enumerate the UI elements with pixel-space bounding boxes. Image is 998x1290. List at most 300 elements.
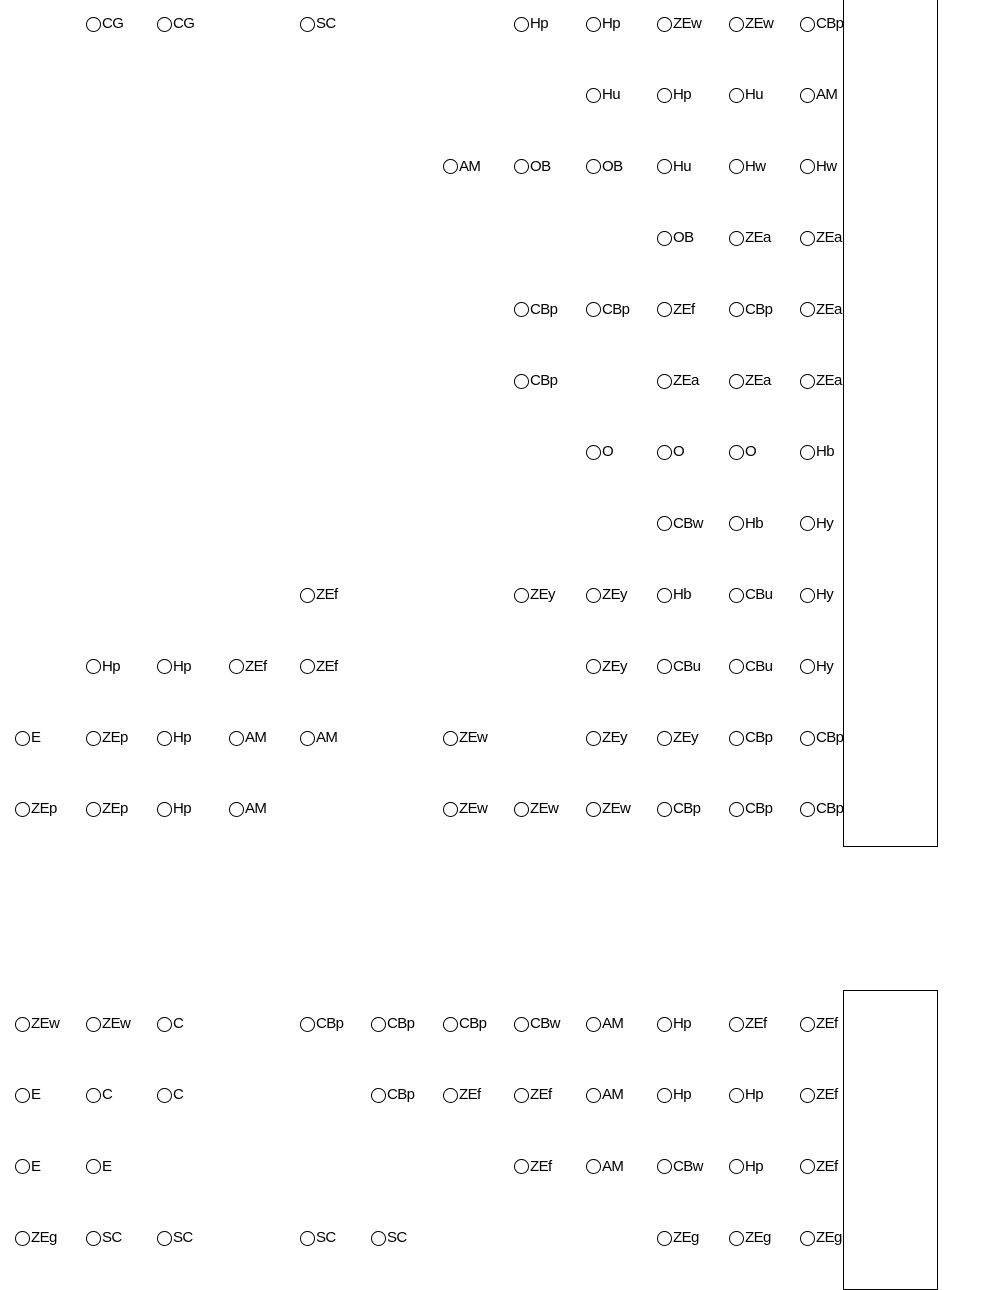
- radio-circle-icon[interactable]: [586, 659, 601, 674]
- radio-option[interactable]: [514, 585, 555, 605]
- radio-option[interactable]: [729, 85, 763, 105]
- radio-option[interactable]: [729, 657, 772, 677]
- radio-option[interactable]: [657, 371, 699, 391]
- radio-circle-icon[interactable]: [800, 588, 815, 603]
- radio-option-label: OB: [673, 229, 694, 247]
- radio-circle-icon[interactable]: [729, 1231, 744, 1246]
- radio-option-label: CBp: [745, 300, 773, 318]
- radio-circle-icon[interactable]: [657, 516, 672, 531]
- radio-option[interactable]: [800, 1014, 838, 1034]
- radio-option-label: Hp: [102, 657, 120, 675]
- radio-option[interactable]: [514, 799, 558, 819]
- radio-circle-icon[interactable]: [800, 1231, 815, 1246]
- radio-option[interactable]: [657, 300, 695, 320]
- radio-circle-icon[interactable]: [800, 802, 815, 817]
- radio-option-label: OB: [530, 157, 551, 175]
- radio-option-label: Hp: [173, 800, 191, 818]
- radio-circle-icon[interactable]: [800, 302, 815, 317]
- radio-option[interactable]: [729, 371, 771, 391]
- radio-circle-icon[interactable]: [800, 374, 815, 389]
- radio-option-label: Hu: [673, 157, 691, 175]
- radio-circle-icon[interactable]: [86, 1088, 101, 1103]
- radio-option-label: ZEf: [316, 586, 338, 604]
- radio-option[interactable]: [657, 1157, 703, 1177]
- radio-option-label: E: [31, 1086, 41, 1104]
- radio-circle-icon[interactable]: [86, 17, 101, 32]
- radio-option-label: SC: [102, 1229, 122, 1247]
- radio-option[interactable]: [800, 371, 842, 391]
- radio-option-label: CBp: [530, 372, 558, 389]
- radio-option-label: AM: [602, 1015, 624, 1032]
- radio-option[interactable]: [586, 14, 620, 34]
- radio-circle-icon[interactable]: [15, 802, 30, 817]
- radio-option[interactable]: [729, 300, 772, 320]
- radio-option[interactable]: [15, 1157, 40, 1177]
- radio-circle-icon[interactable]: [657, 1017, 672, 1032]
- radio-option-label: Hb: [673, 586, 691, 604]
- radio-circle-icon[interactable]: [800, 1159, 815, 1174]
- radio-option-label: ZEa: [745, 372, 771, 389]
- radio-option[interactable]: [86, 799, 128, 819]
- radio-option-label: CBw: [673, 514, 703, 532]
- radio-option-label: ZEf: [673, 300, 695, 318]
- radio-option-label: CBp: [745, 729, 773, 746]
- radio-option[interactable]: [729, 585, 772, 605]
- radio-option-label: CG: [173, 15, 195, 32]
- radio-option[interactable]: [586, 157, 622, 177]
- radio-option[interactable]: [514, 14, 548, 34]
- radio-circle-icon[interactable]: [443, 802, 458, 817]
- radio-circle-icon[interactable]: [800, 731, 815, 746]
- radio-option[interactable]: [586, 728, 627, 748]
- radio-circle-icon[interactable]: [586, 731, 601, 746]
- radio-circle-icon[interactable]: [86, 659, 101, 674]
- radio-option-label: ZEp: [102, 800, 128, 818]
- radio-circle-icon[interactable]: [586, 17, 601, 32]
- radio-circle-icon[interactable]: [729, 659, 744, 674]
- radio-option-label: O: [602, 443, 614, 461]
- radio-option-label: CBp: [387, 1015, 415, 1032]
- radio-circle-icon[interactable]: [157, 802, 172, 817]
- radio-circle-icon[interactable]: [800, 159, 815, 174]
- radio-option-label: CBp: [316, 1015, 344, 1032]
- radio-option[interactable]: [729, 157, 765, 177]
- radio-option[interactable]: [657, 799, 700, 819]
- radio-option[interactable]: [800, 1157, 838, 1177]
- radio-circle-icon[interactable]: [157, 1017, 172, 1032]
- radio-circle-icon[interactable]: [371, 1088, 386, 1103]
- radio-circle-icon[interactable]: [157, 17, 172, 32]
- radio-circle-icon[interactable]: [729, 731, 744, 746]
- radio-option[interactable]: [657, 657, 700, 677]
- radio-circle-icon[interactable]: [729, 445, 744, 460]
- radio-circle-icon[interactable]: [729, 588, 744, 603]
- radio-option[interactable]: [657, 514, 703, 534]
- radio-circle-icon[interactable]: [15, 1159, 30, 1174]
- radio-circle-icon[interactable]: [86, 1231, 101, 1246]
- radio-option-label: ZEw: [459, 800, 488, 818]
- radio-option[interactable]: [157, 799, 191, 819]
- radio-option[interactable]: [514, 1014, 560, 1034]
- radio-circle-icon[interactable]: [586, 1088, 601, 1103]
- radio-circle-icon[interactable]: [657, 445, 672, 460]
- radio-option[interactable]: [586, 85, 620, 105]
- radio-option[interactable]: [729, 228, 771, 248]
- radio-circle-icon[interactable]: [586, 1017, 601, 1032]
- radio-option[interactable]: [371, 1014, 414, 1034]
- radio-option[interactable]: [800, 657, 833, 677]
- radio-option[interactable]: [800, 514, 833, 534]
- radio-option[interactable]: [657, 1085, 691, 1105]
- radio-option[interactable]: [229, 657, 267, 677]
- radio-option[interactable]: [514, 1157, 552, 1177]
- radio-option-label: SC: [316, 15, 336, 32]
- radio-circle-icon[interactable]: [15, 1017, 30, 1032]
- radio-option-label: ZEg: [816, 1229, 842, 1247]
- radio-option[interactable]: [15, 1228, 57, 1248]
- radio-option[interactable]: [586, 585, 627, 605]
- radio-circle-icon[interactable]: [657, 302, 672, 317]
- radio-option-label: ZEw: [459, 729, 488, 746]
- radio-option-label: AM: [245, 800, 267, 818]
- radio-option[interactable]: [657, 228, 693, 248]
- radio-circle-icon[interactable]: [300, 588, 315, 603]
- radio-circle-icon[interactable]: [86, 1017, 101, 1032]
- radio-option[interactable]: [443, 799, 487, 819]
- radio-option[interactable]: [800, 157, 836, 177]
- radio-option[interactable]: [157, 657, 191, 677]
- radio-option-label: CBp: [745, 800, 773, 818]
- radio-option[interactable]: [300, 728, 337, 748]
- radio-circle-icon[interactable]: [800, 17, 815, 32]
- radio-option[interactable]: [657, 585, 691, 605]
- radio-circle-icon[interactable]: [657, 588, 672, 603]
- radio-option[interactable]: [15, 1014, 59, 1034]
- radio-circle-icon[interactable]: [371, 1017, 386, 1032]
- radio-circle-icon[interactable]: [300, 731, 315, 746]
- radio-option-label: Hw: [816, 157, 837, 175]
- radio-option[interactable]: [586, 1085, 623, 1105]
- radio-option[interactable]: [657, 728, 698, 748]
- radio-option-label: SC: [173, 1229, 193, 1247]
- radio-option-label: CBp: [673, 800, 701, 818]
- radio-option[interactable]: [800, 1085, 838, 1105]
- radio-option[interactable]: [586, 1014, 623, 1034]
- radio-option[interactable]: [657, 14, 701, 34]
- radio-option-label: ZEg: [673, 1229, 699, 1247]
- side-panel-top: [843, 0, 938, 847]
- radio-option-label: O: [745, 443, 757, 461]
- radio-option[interactable]: [586, 799, 630, 819]
- radio-option[interactable]: [86, 1014, 130, 1034]
- radio-option-label: Hy: [816, 657, 834, 675]
- radio-circle-icon[interactable]: [800, 1088, 815, 1103]
- radio-option[interactable]: [514, 371, 557, 391]
- radio-circle-icon[interactable]: [800, 445, 815, 460]
- radio-circle-icon[interactable]: [15, 1088, 30, 1103]
- radio-option[interactable]: [300, 1228, 336, 1248]
- radio-option-label: ZEg: [31, 1229, 57, 1247]
- radio-option-label: ZEf: [245, 657, 267, 675]
- radio-circle-icon[interactable]: [300, 17, 315, 32]
- radio-option-label: ZEy: [530, 586, 555, 604]
- radio-option-label: CBu: [673, 657, 701, 675]
- radio-option[interactable]: [157, 728, 191, 748]
- radio-option[interactable]: [157, 1014, 183, 1034]
- radio-circle-icon[interactable]: [15, 731, 30, 746]
- radio-circle-icon[interactable]: [729, 1088, 744, 1103]
- radio-circle-icon[interactable]: [729, 302, 744, 317]
- radio-option[interactable]: [157, 1085, 183, 1105]
- radio-option[interactable]: [371, 1085, 414, 1105]
- radio-option[interactable]: [514, 300, 557, 320]
- radio-option[interactable]: [514, 157, 550, 177]
- radio-option-label: AM: [245, 729, 267, 746]
- radio-circle-icon[interactable]: [800, 659, 815, 674]
- radio-option-label: ZEw: [31, 1015, 60, 1032]
- radio-option[interactable]: [157, 1228, 193, 1248]
- radio-option[interactable]: [729, 1014, 767, 1034]
- radio-circle-icon[interactable]: [443, 731, 458, 746]
- radio-circle-icon[interactable]: [514, 1159, 529, 1174]
- radio-option-label: ZEa: [745, 229, 771, 247]
- radio-circle-icon[interactable]: [157, 731, 172, 746]
- radio-option[interactable]: [86, 1157, 111, 1177]
- radio-circle-icon[interactable]: [514, 802, 529, 817]
- radio-circle-icon[interactable]: [15, 1231, 30, 1246]
- radio-option-label: Hy: [816, 514, 834, 532]
- radio-option-label: Hp: [173, 729, 191, 746]
- radio-circle-icon[interactable]: [443, 1017, 458, 1032]
- radio-option[interactable]: [729, 514, 763, 534]
- radio-option[interactable]: [443, 157, 480, 177]
- radio-option[interactable]: [15, 1085, 40, 1105]
- radio-option[interactable]: [729, 14, 773, 34]
- radio-circle-icon[interactable]: [800, 88, 815, 103]
- radio-option[interactable]: [729, 799, 772, 819]
- radio-circle-icon[interactable]: [657, 1088, 672, 1103]
- radio-circle-icon[interactable]: [157, 659, 172, 674]
- radio-option-label: C: [173, 1086, 184, 1104]
- radio-option[interactable]: [15, 799, 57, 819]
- radio-option[interactable]: [86, 14, 123, 34]
- radio-option-label: CBp: [816, 729, 844, 746]
- radio-option[interactable]: [86, 657, 120, 677]
- radio-circle-icon[interactable]: [586, 588, 601, 603]
- radio-option[interactable]: [800, 85, 837, 105]
- radio-circle-icon[interactable]: [657, 374, 672, 389]
- radio-option[interactable]: [586, 657, 627, 677]
- radio-option[interactable]: [800, 728, 843, 748]
- radio-circle-icon[interactable]: [729, 516, 744, 531]
- radio-option-label: SC: [316, 1229, 336, 1247]
- radio-circle-icon[interactable]: [300, 1231, 315, 1246]
- radio-option[interactable]: [800, 585, 833, 605]
- radio-option[interactable]: [300, 657, 338, 677]
- radio-circle-icon[interactable]: [157, 1231, 172, 1246]
- radio-option-label: Hp: [530, 15, 548, 32]
- radio-option-label: Hu: [602, 86, 620, 104]
- radio-option[interactable]: [300, 1014, 343, 1034]
- radio-option[interactable]: [443, 1014, 486, 1034]
- radio-option[interactable]: [371, 1228, 407, 1248]
- radio-circle-icon[interactable]: [729, 17, 744, 32]
- radio-option-label: C: [173, 1015, 184, 1032]
- radio-circle-icon[interactable]: [657, 17, 672, 32]
- radio-option[interactable]: [729, 1157, 763, 1177]
- radio-option-label: E: [31, 1157, 41, 1175]
- radio-circle-icon[interactable]: [586, 88, 601, 103]
- radio-option[interactable]: [229, 799, 266, 819]
- radio-circle-icon[interactable]: [657, 659, 672, 674]
- radio-circle-icon[interactable]: [86, 731, 101, 746]
- radio-option-label: CBp: [816, 800, 844, 818]
- radio-circle-icon[interactable]: [514, 1088, 529, 1103]
- radio-option-label: Hb: [745, 514, 763, 532]
- radio-option-label: ZEf: [530, 1157, 552, 1175]
- radio-option-label: ZEf: [530, 1086, 552, 1104]
- radio-circle-icon[interactable]: [514, 159, 529, 174]
- radio-circle-icon[interactable]: [800, 231, 815, 246]
- radio-option[interactable]: [300, 14, 336, 34]
- radio-circle-icon[interactable]: [657, 802, 672, 817]
- radio-option-label: ZEg: [745, 1229, 771, 1247]
- radio-option[interactable]: [729, 442, 756, 462]
- radio-option-label: ZEw: [530, 800, 559, 818]
- radio-option[interactable]: [657, 442, 684, 462]
- radio-option[interactable]: [800, 799, 843, 819]
- radio-option-label: ZEf: [816, 1157, 838, 1175]
- radio-option[interactable]: [729, 1228, 771, 1248]
- radio-circle-icon[interactable]: [586, 445, 601, 460]
- radio-circle-icon[interactable]: [800, 1017, 815, 1032]
- radio-option[interactable]: [800, 300, 842, 320]
- radio-option[interactable]: [443, 728, 487, 748]
- radio-option-label: ZEf: [816, 1015, 838, 1032]
- radio-option[interactable]: [514, 1085, 552, 1105]
- radio-option[interactable]: [86, 1228, 122, 1248]
- radio-circle-icon[interactable]: [586, 159, 601, 174]
- radio-option-label: CBp: [459, 1015, 487, 1032]
- radio-circle-icon[interactable]: [657, 1159, 672, 1174]
- radio-circle-icon[interactable]: [443, 159, 458, 174]
- radio-option[interactable]: [657, 85, 691, 105]
- radio-option-label: CG: [102, 15, 124, 32]
- radio-circle-icon[interactable]: [729, 1017, 744, 1032]
- radio-option[interactable]: [657, 1014, 691, 1034]
- radio-option-label: C: [102, 1086, 113, 1104]
- radio-option-label: CBw: [530, 1015, 560, 1032]
- radio-option[interactable]: [86, 1085, 112, 1105]
- radio-option-label: CBu: [745, 657, 773, 675]
- radio-option-label: ZEy: [602, 657, 627, 675]
- radio-circle-icon[interactable]: [229, 731, 244, 746]
- radio-option-label: ZEf: [745, 1015, 767, 1032]
- radio-circle-icon[interactable]: [300, 1017, 315, 1032]
- radio-option-label: ZEa: [816, 229, 842, 247]
- radio-option[interactable]: [800, 1228, 842, 1248]
- radio-circle-icon[interactable]: [86, 802, 101, 817]
- radio-circle-icon[interactable]: [443, 1088, 458, 1103]
- radio-option[interactable]: [657, 157, 691, 177]
- radio-circle-icon[interactable]: [586, 802, 601, 817]
- radio-circle-icon[interactable]: [514, 17, 529, 32]
- radio-option-label: Hp: [745, 1157, 763, 1175]
- radio-option[interactable]: [800, 14, 843, 34]
- radio-circle-icon[interactable]: [229, 659, 244, 674]
- radio-circle-icon[interactable]: [514, 302, 529, 317]
- radio-option[interactable]: [86, 728, 128, 748]
- radio-option-label: Hu: [745, 86, 763, 104]
- radio-option-label: Hp: [602, 15, 620, 32]
- radio-option[interactable]: [157, 14, 194, 34]
- radio-circle-icon[interactable]: [729, 88, 744, 103]
- radio-option[interactable]: [443, 1085, 481, 1105]
- radio-option-label: AM: [602, 1086, 624, 1104]
- radio-option-label: Hp: [173, 657, 191, 675]
- side-panel-bottom: [843, 990, 938, 1290]
- radio-option[interactable]: [586, 1157, 623, 1177]
- radio-circle-icon[interactable]: [300, 659, 315, 674]
- radio-circle-icon[interactable]: [657, 731, 672, 746]
- radio-circle-icon[interactable]: [229, 802, 244, 817]
- radio-circle-icon[interactable]: [729, 159, 744, 174]
- radio-option[interactable]: [300, 585, 338, 605]
- radio-option[interactable]: [586, 300, 629, 320]
- radio-option-label: AM: [459, 157, 481, 175]
- radio-circle-icon[interactable]: [800, 516, 815, 531]
- radio-option[interactable]: [800, 442, 834, 462]
- radio-option-label: ZEa: [673, 372, 699, 389]
- radio-option-label: CBp: [602, 300, 630, 318]
- radio-option[interactable]: [657, 1228, 699, 1248]
- radio-circle-icon[interactable]: [514, 1017, 529, 1032]
- radio-option[interactable]: [229, 728, 266, 748]
- radio-option-label: CBu: [745, 586, 773, 604]
- radio-circle-icon[interactable]: [371, 1231, 386, 1246]
- radio-option-label: ZEy: [673, 729, 698, 746]
- radio-option[interactable]: [800, 228, 842, 248]
- radio-option[interactable]: [586, 442, 613, 462]
- radio-circle-icon[interactable]: [514, 588, 529, 603]
- radio-circle-icon[interactable]: [729, 374, 744, 389]
- radio-circle-icon[interactable]: [729, 802, 744, 817]
- radio-circle-icon[interactable]: [514, 374, 529, 389]
- radio-option-label: ZEf: [316, 657, 338, 675]
- radio-circle-icon[interactable]: [657, 88, 672, 103]
- radio-option[interactable]: [729, 728, 772, 748]
- radio-circle-icon[interactable]: [657, 1231, 672, 1246]
- radio-option-label: CBw: [673, 1157, 703, 1175]
- radio-circle-icon[interactable]: [586, 1159, 601, 1174]
- radio-circle-icon[interactable]: [729, 231, 744, 246]
- radio-circle-icon[interactable]: [86, 1159, 101, 1174]
- radio-option-label: ZEp: [102, 729, 128, 746]
- radio-circle-icon[interactable]: [657, 159, 672, 174]
- radio-option-label: Hw: [745, 157, 766, 175]
- radio-option-label: ZEa: [816, 372, 842, 389]
- radio-circle-icon[interactable]: [586, 302, 601, 317]
- radio-option[interactable]: [729, 1085, 763, 1105]
- radio-option-label: Hb: [816, 443, 834, 461]
- radio-option-label: Hp: [673, 1086, 691, 1104]
- radio-circle-icon[interactable]: [729, 1159, 744, 1174]
- radio-circle-icon[interactable]: [657, 231, 672, 246]
- radio-circle-icon[interactable]: [157, 1088, 172, 1103]
- radio-option-label: ZEa: [816, 300, 842, 318]
- radio-option[interactable]: [15, 728, 40, 748]
- radio-option-label: AM: [316, 729, 338, 746]
